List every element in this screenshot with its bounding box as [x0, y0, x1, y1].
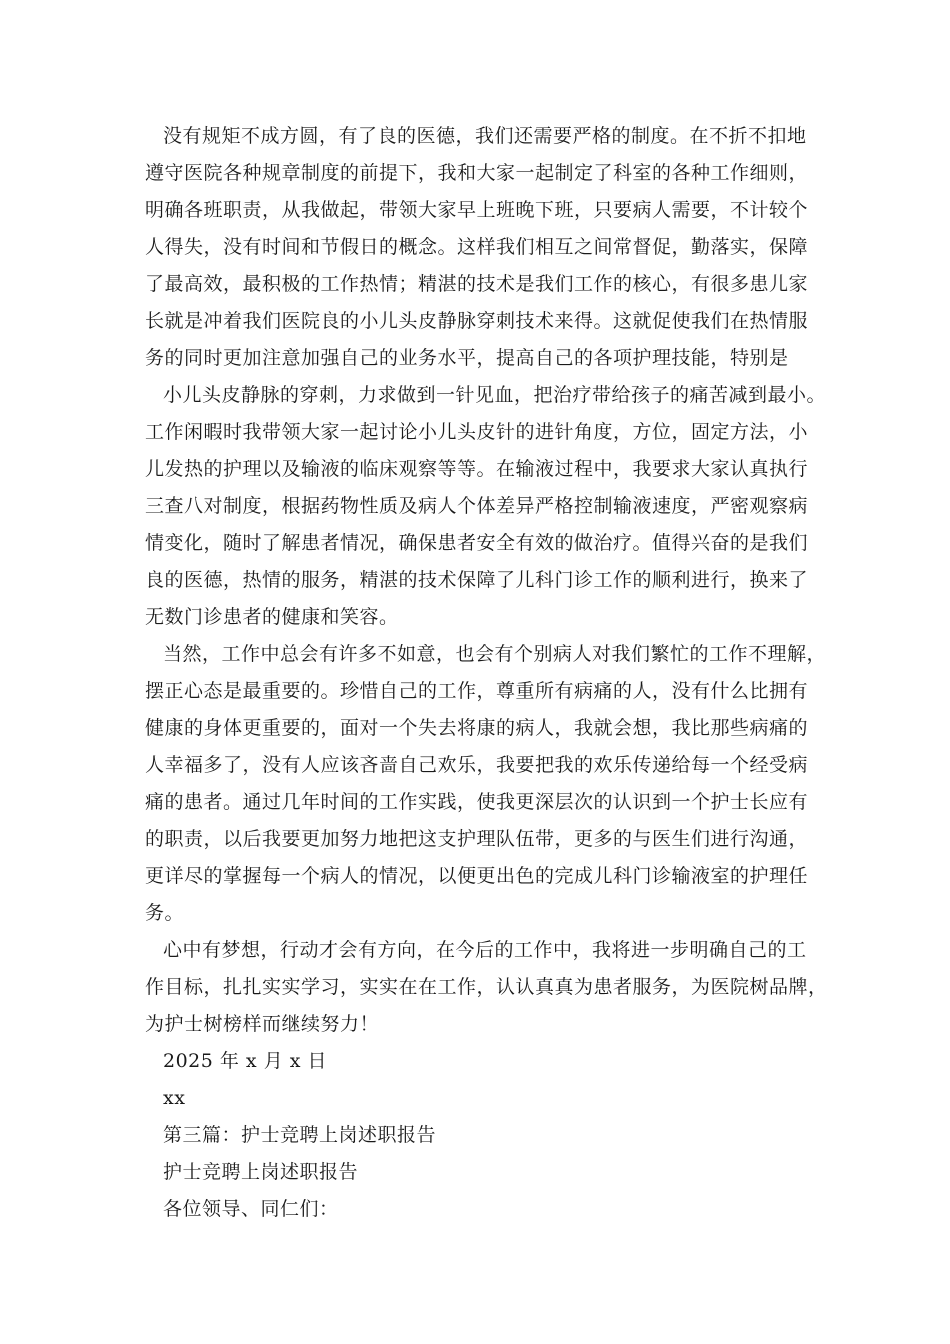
section-heading: 第三篇：护士竞聘上岗述职报告	[163, 1124, 437, 1146]
text-line: 无数门诊患者的健康和笑容。	[145, 606, 399, 628]
text-line: 人幸福多了，没有人应该吝啬自己欢乐，我要把我的欢乐传递给每一个经受病	[145, 754, 809, 776]
text-line: 良的医德，热情的服务，精湛的技术保障了儿科门诊工作的顺利进行，换来了	[145, 569, 809, 591]
text-line: 长就是冲着我们医院良的小儿头皮静脉穿刺技术来得。这就促使我们在热情服	[145, 310, 809, 332]
text-line: 务。	[145, 902, 185, 924]
report-title: 护士竞聘上岗述职报告	[163, 1161, 359, 1183]
text-line: 摆正心态是最重要的。珍惜自己的工作，尊重所有病痛的人，没有什么比拥有	[145, 680, 809, 702]
text-line: 遵守医院各种规章制度的前提下，我和大家一起制定了科室的各种工作细则，	[145, 162, 809, 184]
salutation: 各位领导、同仁们：	[163, 1198, 339, 1220]
text-line: 心中有梦想，行动才会有方向，在今后的工作中，我将进一步明确自己的工	[163, 939, 807, 961]
text-line: 作目标，扎扎实实学习，实实在在工作，认认真真为患者服务，为医院树品牌，	[145, 976, 828, 998]
text-line: 为护士树榜样而继续努力！	[145, 1013, 380, 1035]
text-line: 儿发热的护理以及输液的临床观察等等。在输液过程中，我要求大家认真执行	[145, 458, 809, 480]
text-line: 更详尽的掌握每一个病人的情况，以便更出色的完成儿科门诊输液室的护理任	[145, 865, 809, 887]
text-line: 务的同时更加注意加强自己的业务水平，提高自己的各项护理技能，特别是	[145, 347, 789, 369]
text-line: 工作闲暇时我带领大家一起讨论小儿头皮针的进针角度，方位，固定方法，小	[145, 421, 809, 443]
text-line: 的职责，以后我要更加努力地把这支护理队伍带，更多的与医生们进行沟通，	[145, 828, 809, 850]
text-line: 三查八对制度，根据药物性质及病人个体差异严格控制输液速度，严密观察病	[145, 495, 809, 517]
text-line: 痛的患者。通过几年时间的工作实践，使我更深层次的认识到一个护士长应有	[145, 791, 809, 813]
text-line: 没有规矩不成方圆，有了良的医德，我们还需要严格的制度。在不折不扣地	[163, 125, 807, 147]
text-line: 情变化，随时了解患者情况，确保患者安全有效的做治疗。值得兴奋的是我们	[145, 532, 809, 554]
text-line: 当然，工作中总会有许多不如意，也会有个别病人对我们繁忙的工作不理解，	[163, 643, 827, 665]
text-line: 了最高效，最积极的工作热情；精湛的技术是我们工作的核心，有很多患儿家	[145, 273, 809, 295]
author-line: xx	[163, 1087, 186, 1109]
date-line: 2025 年 x 月 x 日	[163, 1050, 327, 1072]
text-line: 明确各班职责，从我做起，带领大家早上班晚下班，只要病人需要，不计较个	[145, 199, 809, 221]
text-line: 小儿头皮静脉的穿刺，力求做到一针见血，把治疗带给孩子的痛苦减到最小。	[163, 384, 827, 406]
text-line: 健康的身体更重要的，面对一个失去将康的病人，我就会想，我比那些病痛的	[145, 717, 809, 739]
text-line: 人得失，没有时间和节假日的概念。这样我们相互之间常督促，勤落实，保障	[145, 236, 809, 258]
